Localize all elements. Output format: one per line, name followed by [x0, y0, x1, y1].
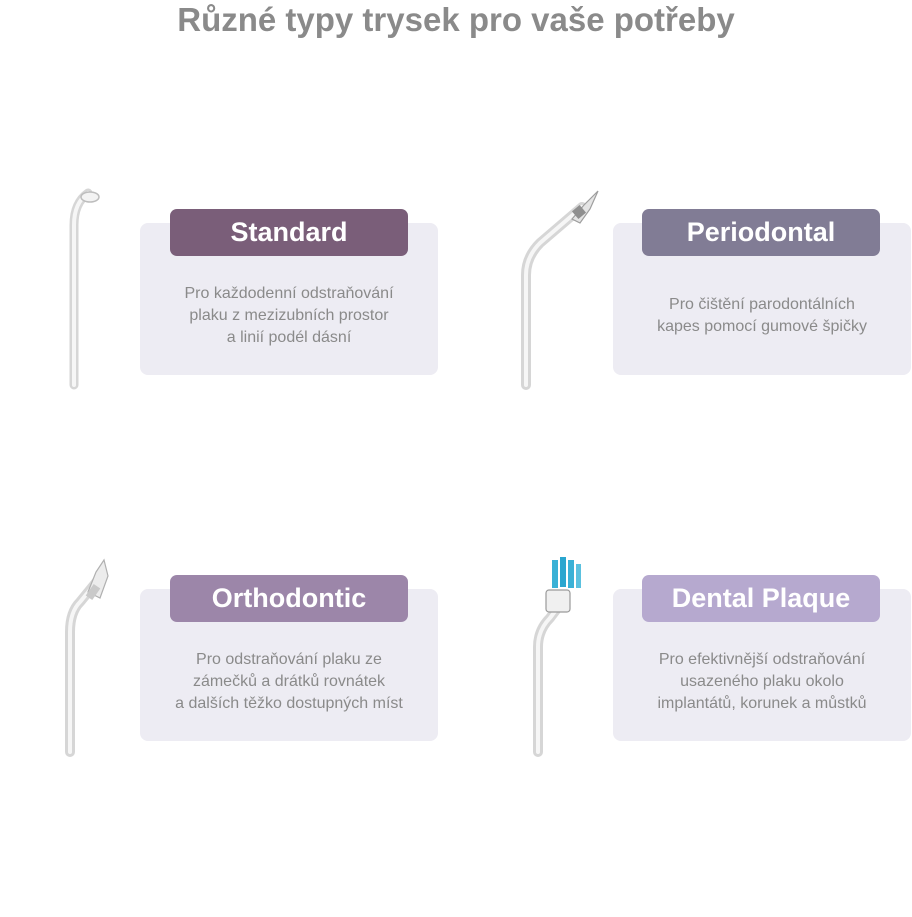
label-standard: Standard: [170, 209, 408, 256]
plaque-nozzle-icon: [520, 552, 610, 757]
label-orthodontic: Orthodontic: [170, 575, 408, 622]
card-description: Pro odstraňování plaku ze zámečků a drátků rovnátek a dalších těžko dostupných míst: [175, 651, 403, 712]
orthodontic-nozzle-icon: [58, 552, 118, 757]
card-description: Pro efektivnější odstraňování usazeného plaku okolo implantátů, korunek a můstků: [657, 651, 867, 712]
standard-nozzle-icon: [60, 185, 110, 390]
card-description: Pro čištění parodontálních kapes pomocí gumové špičky: [657, 296, 867, 335]
label-dental-plaque: Dental Plaque: [642, 575, 880, 622]
page-title: Různé typy trysek pro vaše potřeby: [177, 1, 735, 38]
periodontal-nozzle-icon: [510, 185, 610, 390]
label-periodontal: Periodontal: [642, 209, 880, 256]
card-description: Pro každodenní odstraňování plaku z mezizubních prostor a linií podél dásní: [184, 285, 394, 346]
